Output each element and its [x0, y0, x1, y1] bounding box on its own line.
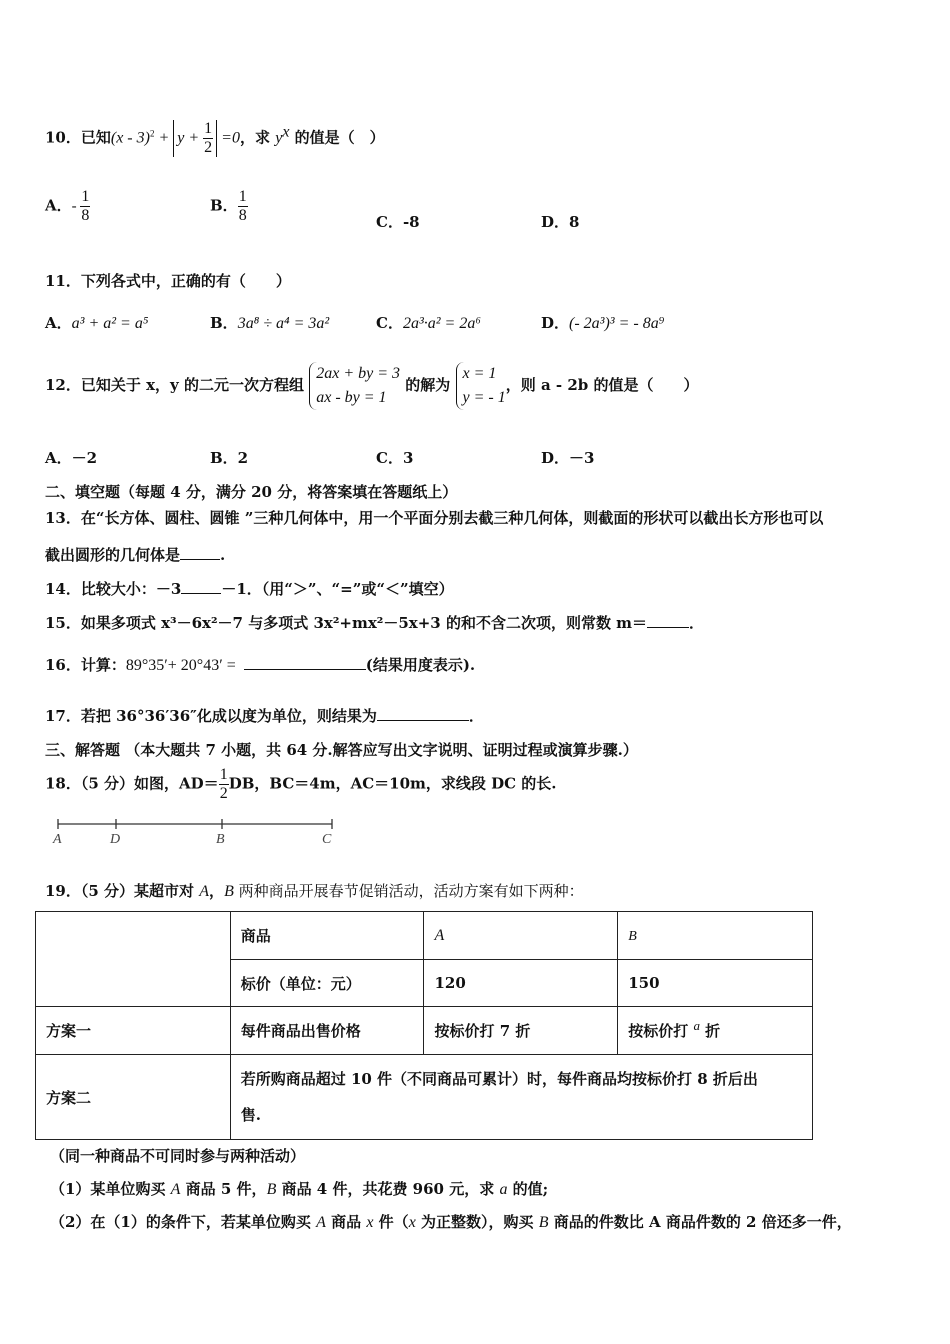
- q10-b-den: 8: [238, 207, 247, 224]
- cell-plan1-desc: 每件商品出售价格: [230, 1007, 424, 1055]
- q10-fraction: [203, 120, 213, 157]
- cell-plan2: 方案二: [36, 1055, 231, 1140]
- table-row-plan2: [36, 1055, 813, 1140]
- q10-option-c: C．-8: [376, 213, 420, 231]
- section-3-heading: 三、解答题 （本大题共 7 小题，共 64 分.解答应写出文字说明、证明过程或演算步骤.）: [45, 741, 638, 759]
- line-segment-figure: [50, 818, 340, 848]
- q12-eq1: 2ax + by = 3: [316, 365, 401, 382]
- q10-b-num: 1: [238, 188, 247, 205]
- q11-b-label: B．: [210, 314, 238, 332]
- q19-1-b: B: [266, 1181, 277, 1198]
- goods-b-label: B: [628, 929, 637, 944]
- question-17: [45, 705, 484, 726]
- question-19: [45, 880, 584, 901]
- q12-system: [309, 362, 400, 410]
- q19-2-pre: （2）在（1）的条件下，若某单位购买: [50, 1213, 317, 1231]
- plan1-b-post: 折: [699, 1022, 721, 1040]
- q11-option-a: [45, 312, 148, 333]
- q19-2-a: A: [316, 1214, 326, 1231]
- question-13-line1: 13．在“长方体、圆柱、圆锥 ”三种几何体中，用一个平面分别去截三种几何体，则截面的形状可以截出长方形也可以: [45, 509, 824, 527]
- q19-1-mid2: 商品 4 件，共花费 960 元，求: [276, 1180, 500, 1198]
- q19-2-b: B: [538, 1214, 549, 1231]
- q19-pre: 19．（5 分）某超市对: [45, 882, 200, 900]
- q11-a-expr: a³ + a² = a⁵: [71, 315, 149, 332]
- cell-plan1: 方案一: [36, 1007, 231, 1055]
- question-12: [45, 362, 699, 410]
- q19-2-mid1: 商品: [325, 1213, 367, 1231]
- q19-1-post: 的值;: [507, 1180, 549, 1198]
- point-d-label: D: [110, 832, 121, 847]
- q12-solution: [456, 362, 506, 410]
- q10-plus: +: [154, 129, 174, 147]
- q14-post: －1．（用“＞”、“=”或“＜”填空）: [221, 580, 454, 598]
- q15-pre: 15．如果多项式 x³－6x²－7 与多项式 3x²+mx²－5x+3 的和不含二次项，则常数 m＝: [45, 614, 648, 632]
- q19-1-a: A: [170, 1181, 181, 1198]
- q12-s2: y = - 1: [462, 389, 506, 406]
- cell-plan1-b: [618, 1007, 813, 1055]
- plan1-b-var: a: [693, 1018, 700, 1033]
- q13-text: 截出圆形的几何体是: [45, 546, 181, 564]
- q19-2-x2: x: [408, 1214, 416, 1231]
- cell-goods-b: [618, 912, 813, 960]
- q11-option-c: [376, 312, 481, 333]
- q15-blank: [647, 615, 689, 628]
- q10-eq0: =0: [217, 129, 240, 147]
- question-10: [45, 120, 385, 157]
- q19-2-mid2: 件（: [373, 1213, 409, 1231]
- question-14: [45, 578, 454, 599]
- q11-option-b: [210, 312, 329, 333]
- q19-2-x: x: [366, 1214, 374, 1231]
- point-c-label: C: [322, 832, 332, 847]
- q18-fraction: [219, 766, 229, 803]
- cell-price-a: 120: [424, 960, 618, 1007]
- point-b-label: B: [216, 832, 225, 847]
- q14-blank: [181, 581, 221, 594]
- q19-comma: ，: [209, 882, 225, 900]
- q15-post: ．: [689, 614, 705, 632]
- goods-a-label: A: [434, 927, 445, 944]
- q10-b-label: B．: [210, 196, 238, 215]
- table-row-goods: [36, 912, 813, 960]
- cell-goods: 商品: [230, 912, 424, 960]
- q16-post: (结果用度表示).: [365, 656, 476, 674]
- q14-pre: 14．比较大小：－3: [45, 580, 182, 598]
- q16-expr: 89°35′+ 20°43′ =: [125, 657, 236, 674]
- question-15: [45, 612, 704, 633]
- cell-goods-a: [424, 912, 618, 960]
- q10-abs: [173, 120, 217, 157]
- q18-frac-num: 1: [219, 766, 228, 783]
- q11-a-label: A．: [45, 314, 72, 332]
- q12-prefix: 12．已知关于 x，y 的二元一次方程组: [45, 376, 304, 394]
- question-19-part1: [50, 1178, 548, 1199]
- q17-post: ．: [468, 707, 484, 725]
- q10-a-frac: [80, 188, 90, 225]
- q10-option-d: D．8: [541, 213, 580, 231]
- question-16: [45, 654, 475, 675]
- question-18: [45, 766, 557, 803]
- table-empty-cell: [36, 912, 231, 1007]
- q10-square: 2: [149, 128, 155, 139]
- q10-a-den: 8: [81, 207, 90, 224]
- q19-a: A: [199, 883, 210, 900]
- q10-tail1: ，求: [239, 128, 276, 147]
- q19-b: B: [224, 883, 234, 900]
- promotion-table: [35, 911, 813, 1140]
- q13-blank: [180, 547, 220, 560]
- q10-a-label: A．: [45, 196, 72, 215]
- q10-y-plus: y +: [177, 129, 204, 147]
- q10-option-b: [210, 188, 248, 225]
- plan2-desc-line2: 售.: [240, 1106, 261, 1124]
- cell-plan2-desc: [230, 1055, 812, 1140]
- q12-suffix: ，则 a - 2b 的值是（ ）: [505, 376, 699, 394]
- q10-frac-num: 1: [204, 120, 213, 137]
- cell-plan1-a: 按标价打 7 折: [424, 1007, 618, 1055]
- cell-price-b: 150: [618, 960, 813, 1007]
- q10-tail2: 的值是（ ）: [289, 128, 385, 147]
- q19-1-mid1: 商品 5 件，: [180, 1180, 267, 1198]
- q10-a-num: 1: [81, 188, 90, 205]
- q19-note: （同一种商品不可同时参与两种活动）: [50, 1147, 306, 1165]
- q18-pre: 18．（5 分）如图，AD＝: [45, 774, 219, 793]
- q10-b-frac: [238, 188, 248, 225]
- question-13-line2: 截出圆形的几何体是 .: [45, 546, 226, 564]
- q12-eq2: ax - by = 1: [316, 389, 387, 406]
- plan2-desc-line1: 若所购商品超过 10 件（不同商品可累计）时，每件商品均按标价打 8 折后出: [240, 1070, 758, 1088]
- q10-frac-den: 2: [204, 139, 213, 156]
- point-a-label: A: [53, 832, 62, 847]
- q11-b-expr: 3a⁸ ÷ a⁴ = 3a²: [237, 315, 330, 332]
- q12-option-c: C．3: [376, 449, 414, 467]
- plan1-b-pre: 按标价打: [628, 1022, 694, 1040]
- q10-x-exp: x: [282, 123, 290, 141]
- q11-option-d: [541, 312, 664, 333]
- section-2-heading: 二、填空题（每题 4 分，满分 20 分，将答案填在答题纸上）: [45, 483, 458, 501]
- q10-prefix: 10．已知: [45, 128, 111, 147]
- q17-pre: 17．若把 36°36′36″化成以度为单位，则结果为: [45, 707, 377, 725]
- question-19-part2: [50, 1211, 852, 1232]
- q16-pre: 16．计算：: [45, 656, 126, 674]
- question-11: 11．下列各式中，正确的有（ ）: [45, 272, 291, 290]
- q10-y: y: [275, 129, 283, 147]
- q18-frac-den: 2: [219, 785, 228, 802]
- q12-s1: x = 1: [462, 365, 497, 382]
- q19-post: 两种商品开展春节促销活动，活动方案有如下两种：: [233, 882, 584, 900]
- q19-1-pre: （1）某单位购买: [50, 1180, 171, 1198]
- cell-price-label: 标价（单位：元）: [230, 960, 424, 1007]
- q12-option-b: B．2: [210, 449, 249, 467]
- q18-post: DB，BC＝4m，AC＝10m，求线段 DC 的长.: [228, 774, 557, 793]
- q12-mid: 的解为: [405, 376, 451, 394]
- q17-blank: [377, 708, 469, 721]
- q19-1-var: a: [499, 1181, 508, 1198]
- q16-blank: [244, 657, 366, 670]
- q11-d-expr: (- 2a³)³ = - 8a⁹: [569, 315, 665, 332]
- q12-option-a: A．－2: [45, 449, 98, 467]
- q10-option-a: [45, 188, 90, 225]
- q11-d-label: D．: [541, 314, 570, 332]
- q19-2-post: 商品的件数比 A 商品件数的 2 倍还多一件，: [548, 1213, 852, 1231]
- q12-option-d: D．－3: [541, 449, 595, 467]
- q11-c-label: C．: [376, 314, 403, 332]
- q10-a-sign: -: [71, 198, 81, 215]
- q11-c-expr: 2a³·a² = 2a⁶: [402, 315, 481, 332]
- q19-2-mid3: 为正整数），购买: [415, 1213, 539, 1231]
- q10-expr-a: (x - 3): [110, 129, 150, 147]
- table-row-plan1: [36, 1007, 813, 1055]
